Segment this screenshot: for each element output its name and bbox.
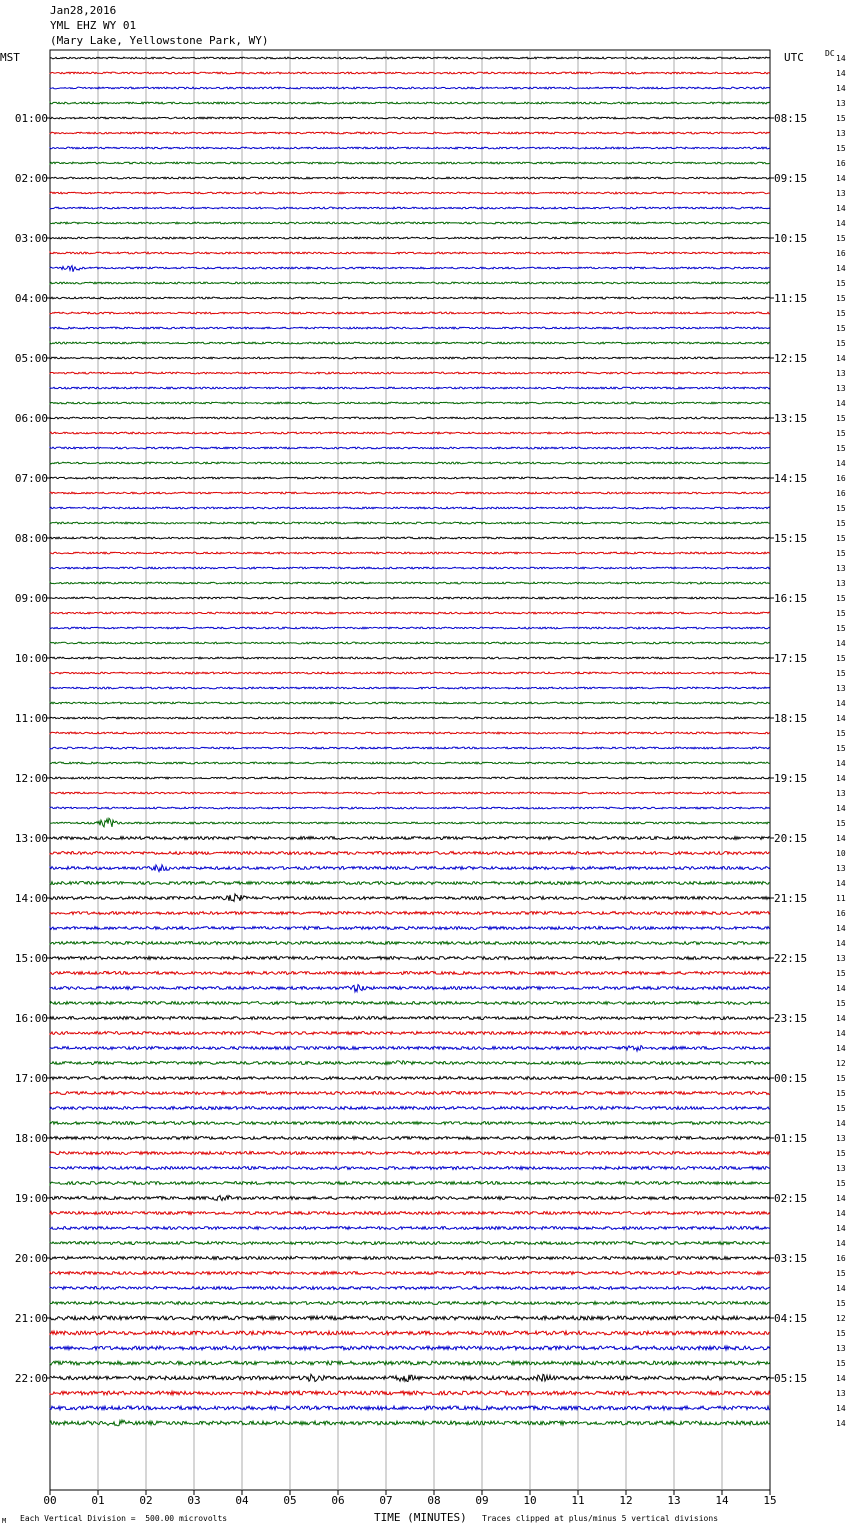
right-hour-label: 10:15 [774, 232, 808, 245]
seismic-trace [50, 1346, 770, 1350]
seismic-trace [50, 852, 770, 855]
dc-offset-label: 14 [836, 759, 846, 768]
dc-offset-label: 15 [836, 969, 846, 978]
dc-offset-label: 14 [836, 1044, 846, 1053]
x-tick-label: 14 [715, 1494, 729, 1507]
x-tick-label: 09 [475, 1494, 489, 1507]
dc-offset-label: 16 [836, 474, 846, 483]
right-hour-label: 19:15 [774, 772, 808, 785]
dc-offset-label: 15 [836, 1089, 846, 1098]
dc-offset-label: 13 [836, 789, 846, 798]
x-tick-label: 03 [187, 1494, 201, 1507]
right-hour-label: 05:15 [774, 1372, 808, 1385]
seismic-trace [50, 1242, 770, 1245]
x-tick-label: 08 [427, 1494, 441, 1507]
dc-offset-label: 16 [836, 909, 846, 918]
dc-offset-label: 13 [836, 189, 846, 198]
seismic-trace [50, 1196, 770, 1201]
right-hour-label: 11:15 [774, 292, 808, 305]
seismic-trace [50, 1272, 770, 1275]
seismic-trace [50, 942, 770, 945]
seismic-trace [50, 1212, 770, 1215]
dc-offset-label: 15 [836, 729, 846, 738]
x-tick-label: 02 [139, 1494, 153, 1507]
left-hour-label: 20:00 [14, 1252, 48, 1265]
right-hour-label: 20:15 [774, 832, 808, 845]
dc-offset-label: 13 [836, 684, 846, 693]
dc-offset-label: 14 [836, 1119, 846, 1128]
right-hour-label: 16:15 [774, 592, 808, 605]
seismic-trace [50, 747, 770, 749]
left-hour-label: 05:00 [14, 352, 48, 365]
seismic-trace [50, 282, 770, 284]
left-hour-label: 04:00 [14, 292, 48, 305]
seismic-trace [50, 522, 770, 524]
seismic-trace [50, 672, 770, 674]
left-hour-label: 16:00 [14, 1012, 48, 1025]
seismic-trace [50, 1032, 770, 1035]
seismic-trace [50, 57, 770, 59]
right-hour-label: 02:15 [774, 1192, 808, 1205]
dc-offset-label: 15 [836, 1179, 846, 1188]
seismic-trace [50, 1061, 770, 1065]
dc-offset-label: 13 [836, 564, 846, 573]
left-hour-label: 03:00 [14, 232, 48, 245]
seismic-trace [50, 985, 770, 992]
left-hour-label: 01:00 [14, 112, 48, 125]
dc-offset-label: 14 [836, 1284, 846, 1293]
dc-offset-label: 15 [836, 549, 846, 558]
right-hour-label: 09:15 [774, 172, 808, 185]
seismic-trace [50, 402, 770, 404]
seismic-trace [50, 1257, 770, 1260]
dc-offset-label: 14 [836, 204, 846, 213]
seismic-trace [50, 462, 770, 464]
dc-offset-label: 14 [836, 69, 846, 78]
left-hour-label: 06:00 [14, 412, 48, 425]
seismic-trace [50, 1002, 770, 1005]
seismic-trace [50, 312, 770, 314]
dc-offset-label: 15 [836, 624, 846, 633]
seismic-trace [50, 1406, 770, 1410]
left-hour-label: 07:00 [14, 472, 48, 485]
dc-offset-label: 14 [836, 354, 846, 363]
chart-date: Jan28,2016 [50, 4, 117, 17]
seismic-trace [50, 837, 770, 840]
left-hour-label: 22:00 [14, 1372, 48, 1385]
dc-offset-label: 14 [836, 939, 846, 948]
seismic-trace [50, 102, 770, 104]
corner-mark: M [2, 1517, 7, 1525]
right-hour-label: 01:15 [774, 1132, 808, 1145]
dc-offset-label: 15 [836, 819, 846, 828]
dc-offset-label: 13 [836, 129, 846, 138]
dc-offset-label: 15 [836, 414, 846, 423]
dc-offset-label: 15 [836, 609, 846, 618]
seismic-trace [50, 972, 770, 975]
seismic-trace [50, 252, 770, 254]
dc-offset-label: 14 [836, 1194, 846, 1203]
dc-offset-label: 13 [836, 99, 846, 108]
seismic-trace [50, 1287, 770, 1290]
dc-offset-label: 14 [836, 984, 846, 993]
seismic-trace [50, 1331, 770, 1335]
seismic-trace [50, 192, 770, 194]
dc-offset-label: 15 [836, 294, 846, 303]
seismic-trace [50, 1361, 770, 1365]
dc-offset-label: 13 [836, 384, 846, 393]
dc-offset-label: 14 [836, 699, 846, 708]
x-tick-label: 05 [283, 1494, 297, 1507]
x-tick-label: 15 [763, 1494, 777, 1507]
x-tick-label: 10 [523, 1494, 537, 1507]
dc-offset-label: 13 [836, 1344, 846, 1353]
x-tick-label: 12 [619, 1494, 633, 1507]
seismic-trace [50, 865, 770, 872]
seismic-trace [50, 297, 770, 299]
right-hour-label: 12:15 [774, 352, 808, 365]
seismic-trace [50, 387, 770, 389]
seismic-trace [50, 266, 770, 272]
seismic-trace [50, 1107, 770, 1110]
seismic-trace [50, 342, 770, 344]
right-hour-label: 14:15 [774, 472, 808, 485]
dc-offset-label: 13 [836, 369, 846, 378]
chart-location: (Mary Lake, Yellowstone Park, WY) [50, 34, 269, 47]
dc-offset-label: 14 [836, 1419, 846, 1428]
seismic-trace [50, 1122, 770, 1125]
dc-offset-label: 14 [836, 399, 846, 408]
seismic-trace [50, 507, 770, 509]
dc-offset-label: 15 [836, 1329, 846, 1338]
dc-offset-label: 13 [836, 579, 846, 588]
dc-offset-label: 15 [836, 669, 846, 678]
dc-offset-label: 16 [836, 159, 846, 168]
x-axis-title: TIME (MINUTES) [374, 1511, 467, 1524]
seismic-trace [50, 162, 770, 164]
x-tick-label: 06 [331, 1494, 345, 1507]
seismic-trace [50, 1391, 770, 1395]
left-hour-label: 17:00 [14, 1072, 48, 1085]
seismic-trace [50, 1227, 770, 1230]
dc-offset-label: 11 [836, 894, 846, 903]
left-hour-label: 13:00 [14, 832, 48, 845]
right-hour-label: 08:15 [774, 112, 808, 125]
seismic-trace [50, 222, 770, 224]
left-hour-label: 15:00 [14, 952, 48, 965]
dc-offset-label: 13 [836, 1389, 846, 1398]
dc-offset-label: 15 [836, 234, 846, 243]
seismic-trace [50, 612, 770, 614]
right-hour-label: 04:15 [774, 1312, 808, 1325]
seismic-trace [50, 717, 770, 719]
dc-offset-label: 14 [836, 924, 846, 933]
dc-offset-label: 13 [836, 1134, 846, 1143]
dc-offset-label: 14 [836, 1209, 846, 1218]
seismic-trace [50, 237, 770, 239]
dc-offset-label: 14 [836, 804, 846, 813]
left-hour-label: 09:00 [14, 592, 48, 605]
seismic-trace [50, 177, 770, 179]
right-hour-label: 18:15 [774, 712, 808, 725]
right-hour-label: 00:15 [774, 1072, 808, 1085]
right-hour-label: 17:15 [774, 652, 808, 665]
seismic-trace [50, 207, 770, 209]
dc-offset-label: 14 [836, 264, 846, 273]
dc-offset-label: 15 [836, 429, 846, 438]
seismic-trace [50, 372, 770, 374]
seismic-trace [50, 492, 770, 494]
seismic-trace [50, 1167, 770, 1170]
dc-offset-label: 14 [836, 459, 846, 468]
dc-offset-label: 14 [836, 1014, 846, 1023]
seismic-trace [50, 687, 770, 689]
seismic-trace [50, 912, 770, 915]
seismic-trace [50, 657, 770, 659]
seismic-trace [50, 432, 770, 434]
dc-offset-label: 16 [836, 489, 846, 498]
seismic-trace [50, 447, 770, 449]
left-hour-label: 10:00 [14, 652, 48, 665]
dc-offset-label: 14 [836, 174, 846, 183]
dc-offset-label: 15 [836, 999, 846, 1008]
seismic-trace [50, 818, 770, 827]
dc-offset-label: 14 [836, 714, 846, 723]
seismic-trace [50, 642, 770, 644]
x-tick-label: 00 [43, 1494, 57, 1507]
right-hour-label: 21:15 [774, 892, 808, 905]
dc-offset-label: 16 [836, 249, 846, 258]
dc-offset-label: 14 [836, 1239, 846, 1248]
seismic-trace [50, 1374, 770, 1381]
dc-offset-label: 16 [836, 1254, 846, 1263]
seismic-trace [50, 702, 770, 704]
seismic-trace [50, 1077, 770, 1080]
dc-offset-label: 15 [836, 444, 846, 453]
dc-offset-label: 15 [836, 324, 846, 333]
dc-offset-label: 15 [836, 1269, 846, 1278]
seismic-trace [50, 1182, 770, 1185]
seismic-trace [50, 537, 770, 539]
seismic-trace [50, 357, 770, 359]
seismic-trace [50, 882, 770, 885]
dc-offset-label: 15 [836, 594, 846, 603]
left-hour-label: 11:00 [14, 712, 48, 725]
dc-offset-label: 14 [836, 1224, 846, 1233]
seismic-trace [50, 807, 770, 809]
dc-offset-label: 15 [836, 339, 846, 348]
seismic-trace [50, 732, 770, 734]
left-timezone-label: MST [0, 51, 20, 64]
left-hour-label: 19:00 [14, 1192, 48, 1205]
dc-offset-label: 15 [836, 114, 846, 123]
chart-station: YML EHZ WY 01 [50, 19, 137, 32]
seismic-trace [50, 597, 770, 599]
seismic-trace [50, 1017, 770, 1020]
right-hour-label: 13:15 [774, 412, 808, 425]
left-hour-label: 21:00 [14, 1312, 48, 1325]
seismic-trace [50, 957, 770, 960]
left-hour-label: 12:00 [14, 772, 48, 785]
clip-note: Traces clipped at plus/minus 5 vertical divisions [482, 1514, 719, 1523]
seismic-trace [50, 147, 770, 149]
x-tick-label: 04 [235, 1494, 249, 1507]
dc-offset-label: 15 [836, 504, 846, 513]
dc-offset-label: 15 [836, 654, 846, 663]
seismic-trace [50, 627, 770, 629]
dc-offset-label: 15 [836, 144, 846, 153]
dc-offset-label: 14 [836, 774, 846, 783]
x-tick-label: 07 [379, 1494, 393, 1507]
x-tick-label: 13 [667, 1494, 681, 1507]
right-hour-label: 03:15 [774, 1252, 808, 1265]
dc-offset-label: 13 [836, 1164, 846, 1173]
seismic-trace [50, 1152, 770, 1155]
seismic-trace [50, 1316, 770, 1320]
dc-offset-label: 15 [836, 1104, 846, 1113]
seismic-trace [50, 1302, 770, 1305]
left-hour-label: 08:00 [14, 532, 48, 545]
dc-offset-label: 15 [836, 309, 846, 318]
dc-offset-label: 14 [836, 1374, 846, 1383]
dc-offset-label: 12 [836, 1314, 846, 1323]
dc-offset-label: 15 [836, 744, 846, 753]
dc-offset-label: 15 [836, 1359, 846, 1368]
seismic-trace [50, 87, 770, 89]
dc-offset-label: 14 [836, 1404, 846, 1413]
right-hour-label: 15:15 [774, 532, 808, 545]
dc-offset-label: 15 [836, 534, 846, 543]
seismic-trace [50, 1420, 770, 1426]
dc-offset-label: 14 [836, 879, 846, 888]
dc-offset-label: 13 [836, 864, 846, 873]
left-hour-label: 02:00 [14, 172, 48, 185]
seismic-trace [50, 477, 770, 479]
seismic-trace [50, 762, 770, 764]
dc-offset-label: 15 [836, 519, 846, 528]
seismic-trace [50, 117, 770, 119]
right-timezone-label: UTC [784, 51, 804, 64]
dc-label: DC [825, 49, 835, 58]
dc-offset-label: 14 [836, 1029, 846, 1038]
right-hour-label: 23:15 [774, 1012, 808, 1025]
seismic-trace [50, 927, 770, 930]
dc-offset-label: 15 [836, 1074, 846, 1083]
seismic-trace [50, 1137, 770, 1140]
dc-offset-label: 10 [836, 849, 846, 858]
right-hour-label: 22:15 [774, 952, 808, 965]
left-hour-label: 14:00 [14, 892, 48, 905]
seismic-trace [50, 327, 770, 329]
seismic-trace [50, 1092, 770, 1095]
x-tick-label: 11 [571, 1494, 585, 1507]
seismic-trace [50, 582, 770, 584]
dc-offset-label: 14 [836, 834, 846, 843]
seismic-trace [50, 1046, 770, 1051]
seismic-trace [50, 132, 770, 134]
seismic-trace [50, 894, 770, 901]
dc-offset-label: 15 [836, 1299, 846, 1308]
dc-offset-label: 14 [836, 84, 846, 93]
seismic-trace [50, 417, 770, 419]
left-hour-label: 18:00 [14, 1132, 48, 1145]
seismic-trace [50, 567, 770, 569]
dc-offset-label: 12 [836, 1059, 846, 1068]
seismic-trace [50, 72, 770, 74]
dc-offset-label: 14 [836, 54, 846, 63]
seismic-trace [50, 792, 770, 794]
dc-offset-label: 14 [836, 219, 846, 228]
dc-offset-label: 15 [836, 1149, 846, 1158]
dc-offset-label: 14 [836, 639, 846, 648]
x-tick-label: 01 [91, 1494, 105, 1507]
seismic-trace [50, 552, 770, 554]
dc-offset-label: 13 [836, 954, 846, 963]
dc-offset-label: 15 [836, 279, 846, 288]
seismic-trace [50, 777, 770, 779]
scale-note: Each Vertical Division = 500.00 microvolts [20, 1514, 228, 1523]
